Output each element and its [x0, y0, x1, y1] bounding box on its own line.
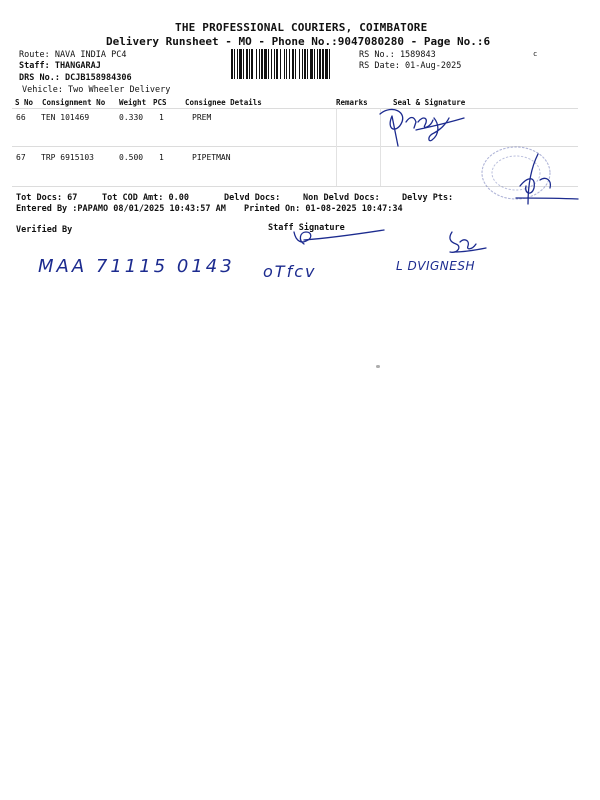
barcode-bar [246, 49, 248, 79]
runsheet-subtitle: Delivery Runsheet - MO - Phone No.:9047080280 - Page No.:6 [106, 35, 491, 48]
delivery-signature-pipetman [510, 146, 580, 212]
barcode [230, 49, 356, 79]
col-header-consignment: Consignment No [42, 98, 106, 107]
cell-weight: 0.330 [119, 113, 144, 122]
non-delivered-docs: Non Delvd Docs: [303, 193, 380, 203]
barcode-bar [264, 49, 267, 79]
barcode-bar [302, 49, 303, 79]
barcode-bar [259, 49, 260, 79]
col-header-consignee: Consignee Details [185, 98, 262, 107]
barcode-bar [286, 49, 287, 79]
cell-pcs: 1 [159, 153, 164, 162]
barcode-bar [249, 49, 250, 79]
total-docs: Tot Docs: 67 [16, 193, 78, 203]
barcode-bar [319, 49, 321, 79]
barcode-bar [237, 49, 238, 79]
scan-speck [376, 365, 380, 368]
company-title: THE PROFESSIONAL COURIERS, COIMBATORE [175, 21, 428, 34]
staff-signature-label: Staff Signature [268, 223, 345, 233]
total-cod-amount: Tot COD Amt: 0.00 [102, 193, 189, 203]
col-header-remarks: Remarks [336, 98, 368, 107]
barcode-bar [280, 49, 281, 79]
barcode-bar [314, 49, 315, 79]
delivery-signature-prem [374, 98, 474, 156]
vehicle-label: Vehicle: Two Wheeler Delivery [22, 85, 171, 95]
barcode-bar [329, 49, 330, 79]
handwritten-note: L DVIGNESH [396, 259, 475, 273]
cell-weight: 0.500 [119, 153, 144, 162]
barcode-bar [284, 49, 285, 79]
verified-by-label: Verified By [16, 225, 73, 235]
entered-by: Entered By :PAPAMO 08/01/2025 10:43:57 AM [16, 204, 226, 214]
barcode-bar [317, 49, 318, 79]
barcode-bar [276, 49, 278, 79]
barcode-bar [299, 49, 300, 79]
barcode-bar [304, 49, 306, 79]
barcode-bar [239, 49, 242, 79]
col-header-weight: Weight [119, 98, 147, 107]
barcode-bar [274, 49, 275, 79]
barcode-bar [256, 49, 257, 79]
barcode-bar [234, 49, 235, 79]
delivery-points: Delvy Pts: [402, 193, 454, 203]
cell-consignment: TRP 6915103 [41, 153, 94, 162]
table-row [0, 113, 600, 125]
barcode-bar [322, 49, 324, 79]
staff-label: Staff: THANGARAJ [19, 61, 101, 71]
col-header-pcs: PCS [153, 98, 167, 107]
stray-mark: c [533, 50, 538, 58]
barcode-bar [251, 49, 253, 79]
col-header-seal: Seal & Signature [393, 98, 466, 107]
barcode-bar [292, 49, 294, 79]
handwritten-note: MAA 71115 0143 [38, 256, 235, 277]
barcode-bar [295, 49, 296, 79]
barcode-bar [231, 49, 233, 79]
barcode-bar [307, 49, 308, 79]
drs-number: DRS No.: DCJB158984306 [19, 73, 132, 83]
printed-on: Printed On: 01-08-2025 10:47:34 [244, 204, 403, 214]
cell-pcs: 1 [159, 113, 164, 122]
route-label: Route: NAVA INDIA PC4 [19, 50, 127, 60]
cell-consignee: PREM [192, 113, 212, 122]
barcode-bar [310, 49, 313, 79]
cell-sno: 66 [16, 113, 26, 122]
handwritten-note: oTfcv [263, 262, 317, 281]
cell-consignee: PIPETMAN [192, 153, 231, 162]
cell-sno: 67 [16, 153, 26, 162]
barcode-bar [289, 49, 290, 79]
barcode-bar [261, 49, 263, 79]
barcode-bar [268, 49, 269, 79]
cell-consignment: TEN 101469 [41, 113, 90, 122]
vignesh-signature [444, 228, 490, 258]
barcode-bar [325, 49, 328, 79]
staff-signature [290, 226, 390, 252]
table-rule [12, 108, 578, 109]
col-header-sno: S No [15, 98, 34, 107]
rs-date: RS Date: 01-Aug-2025 [359, 61, 462, 71]
delivered-docs: Delvd Docs: [224, 193, 281, 203]
rs-number: RS No.: 1589843 [359, 50, 436, 60]
barcode-bar [243, 49, 244, 79]
barcode-bar [271, 49, 272, 79]
